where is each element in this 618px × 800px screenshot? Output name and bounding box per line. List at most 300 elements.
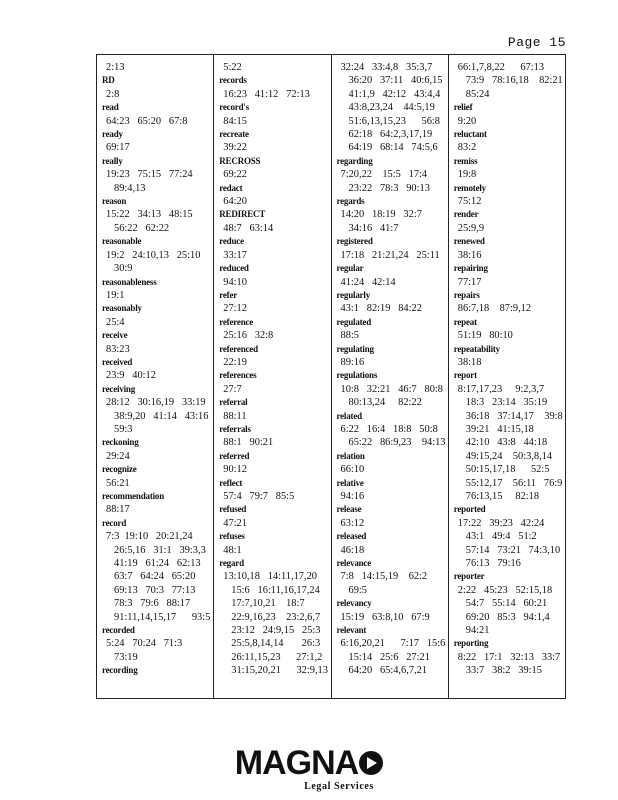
index-references bbox=[219, 544, 327, 557]
index-headword: redact bbox=[219, 182, 243, 193]
reference-line: 69:5 bbox=[348, 584, 367, 596]
index-entry bbox=[219, 155, 327, 182]
index-references bbox=[102, 249, 210, 276]
index-references bbox=[219, 329, 327, 342]
index-entry bbox=[102, 128, 210, 155]
index-references bbox=[337, 544, 445, 557]
reference-line: 27:7 bbox=[223, 383, 242, 395]
index-references bbox=[337, 570, 445, 597]
index-headword: regulating bbox=[336, 343, 374, 354]
word-index-table bbox=[96, 54, 566, 699]
index-references bbox=[219, 570, 327, 677]
index-references bbox=[219, 410, 327, 423]
index-entry bbox=[219, 477, 327, 504]
reference-line: 25:5,8,14,14 26:3 bbox=[231, 638, 321, 650]
index-references bbox=[219, 302, 327, 315]
reference-line: 15:22 34:13 48:15 bbox=[106, 209, 193, 221]
index-references bbox=[219, 115, 327, 128]
index-headword: recommendation bbox=[102, 491, 165, 501]
reference-line: 77:17 bbox=[457, 276, 482, 288]
reference-line: 76:13 79:16 bbox=[465, 558, 521, 570]
reference-line: 17:7,10,21 18:7 bbox=[231, 598, 305, 610]
reference-line: 42:10 43:8 44:18 bbox=[465, 437, 548, 449]
index-entry bbox=[337, 195, 445, 235]
index-references bbox=[454, 302, 562, 315]
index-references bbox=[454, 329, 562, 342]
reference-line: 51:19 80:10 bbox=[457, 330, 513, 342]
index-references bbox=[219, 61, 327, 74]
index-entry bbox=[337, 503, 445, 530]
reference-line: 30:9 bbox=[114, 263, 133, 275]
reference-line: 36:20 37:11 40:6,15 bbox=[348, 75, 443, 87]
index-headword: refused bbox=[219, 504, 247, 515]
index-references bbox=[454, 276, 562, 289]
index-entry bbox=[454, 289, 562, 316]
index-references bbox=[219, 517, 327, 530]
index-references bbox=[337, 423, 445, 450]
reference-line: 88:1 90:21 bbox=[223, 437, 274, 449]
reference-line: 64:20 bbox=[223, 196, 247, 208]
reference-line: 64:23 65:20 67:8 bbox=[106, 115, 188, 127]
index-references bbox=[219, 88, 327, 101]
index-entry bbox=[102, 436, 210, 463]
reference-line: 73:19 bbox=[114, 651, 138, 663]
index-references bbox=[454, 222, 562, 235]
index-references bbox=[219, 141, 327, 154]
index-entry bbox=[219, 450, 327, 477]
reference-line: 63:7 64:24 65:20 bbox=[114, 571, 196, 583]
index-headword: recognize bbox=[102, 464, 137, 475]
index-references bbox=[337, 517, 445, 530]
index-references bbox=[102, 369, 210, 382]
reference-line: 2:13 bbox=[106, 62, 125, 73]
index-entry bbox=[337, 410, 445, 450]
index-references bbox=[454, 61, 562, 101]
index-headword: really bbox=[102, 155, 123, 166]
index-headword: refer bbox=[219, 289, 238, 300]
index-entry bbox=[102, 664, 210, 677]
reference-line: 48:1 bbox=[223, 544, 242, 556]
index-headword: regard bbox=[219, 558, 244, 569]
reference-line: 22:9,16,23 23:2,6,7 bbox=[231, 611, 321, 623]
index-headword: REDIRECT bbox=[219, 209, 266, 220]
index-references bbox=[102, 450, 210, 463]
reference-line: 14:20 18:19 32:7 bbox=[340, 209, 422, 221]
index-entry bbox=[337, 155, 445, 195]
index-references bbox=[337, 61, 445, 155]
index-references bbox=[219, 490, 327, 503]
reference-line: 39:22 bbox=[223, 142, 247, 154]
index-entry bbox=[337, 316, 445, 343]
index-headword: remotely bbox=[453, 182, 486, 193]
reference-line: 2:22 45:23 52:15,18 bbox=[457, 584, 553, 596]
reference-line: 15:14 25:6 27:21 bbox=[348, 651, 430, 663]
index-headword: recreate bbox=[219, 129, 249, 140]
reference-line: 32:24 33:4,8 35:3,7 bbox=[340, 62, 433, 73]
index-references bbox=[102, 637, 210, 664]
index-entry bbox=[219, 235, 327, 262]
reference-line: 5:24 70:24 71:3 bbox=[106, 638, 183, 650]
reference-line: 90:12 bbox=[223, 464, 247, 476]
reference-line: 28:12 30:16,19 33:19 bbox=[106, 397, 206, 409]
index-references bbox=[337, 168, 445, 195]
reference-line: 23:12 24:9,15 25:3 bbox=[231, 625, 321, 637]
index-entry bbox=[219, 503, 327, 530]
index-headword: read bbox=[102, 102, 119, 113]
reference-line: 29:24 bbox=[106, 450, 130, 462]
index-references bbox=[454, 383, 562, 504]
index-references bbox=[102, 530, 210, 624]
index-references bbox=[337, 490, 445, 503]
index-entry bbox=[219, 128, 327, 155]
index-entry bbox=[219, 316, 327, 343]
reference-line: 89:4,13 bbox=[114, 182, 146, 194]
reference-line: 83:23 bbox=[106, 343, 130, 355]
reference-line: 16:23 41:12 72:13 bbox=[223, 88, 310, 100]
index-headword: release bbox=[336, 504, 362, 515]
index-entry bbox=[102, 101, 210, 128]
index-references bbox=[219, 383, 327, 396]
index-entry bbox=[337, 530, 445, 557]
index-headword: repeat bbox=[453, 316, 477, 327]
reference-line: 59:3 bbox=[114, 423, 133, 435]
reference-line: 65:22 86:9,23 94:13 bbox=[348, 437, 446, 449]
reference-line: 69:13 70:3 77:13 bbox=[114, 584, 196, 596]
index-headword: registered bbox=[336, 236, 373, 247]
reference-line: 39:21 41:15,18 bbox=[465, 423, 534, 435]
index-headword: renewed bbox=[453, 236, 485, 247]
index-entry bbox=[102, 463, 210, 490]
reference-line: 51:6,13,15,23 56:8 bbox=[348, 115, 440, 127]
index-headword: ready bbox=[102, 129, 123, 140]
index-column bbox=[449, 55, 565, 698]
index-entry bbox=[454, 101, 562, 128]
reference-line: 31:15,20,21 32:9,13 bbox=[231, 665, 328, 677]
index-references bbox=[337, 611, 445, 624]
index-entry bbox=[337, 477, 445, 504]
index-headword: regular bbox=[336, 263, 364, 274]
reference-line: 7:20,22 15:5 17:4 bbox=[340, 169, 428, 181]
index-references bbox=[102, 503, 210, 516]
reference-line: 41:24 42:14 bbox=[340, 276, 396, 288]
index-headword: receiving bbox=[102, 383, 136, 394]
reference-line: 55:12,17 56:11 76:9 bbox=[465, 477, 563, 489]
arrow-circle-icon bbox=[359, 751, 383, 775]
index-headword: repeatability bbox=[453, 343, 500, 354]
reference-line: 94:10 bbox=[223, 276, 247, 288]
index-references bbox=[337, 249, 445, 262]
reference-line: 75:12 bbox=[457, 196, 482, 208]
reference-line: 6:22 16:4 18:8 50:8 bbox=[340, 423, 438, 435]
reference-line: 69:22 bbox=[223, 169, 247, 181]
reference-line: 19:2 24:10,13 25:10 bbox=[106, 249, 201, 261]
reference-line: 15:6 16:11,16,17,24 bbox=[231, 584, 320, 596]
index-headword: records bbox=[219, 75, 247, 86]
magna-logo bbox=[0, 746, 618, 792]
reference-line: 47:21 bbox=[223, 517, 247, 529]
reference-line: 19:23 75:15 77:24 bbox=[106, 169, 193, 181]
index-headword: recorded bbox=[102, 625, 135, 636]
reference-line: 10:8 32:21 46:7 80:8 bbox=[340, 383, 443, 395]
reference-line: 83:2 bbox=[457, 142, 477, 154]
reference-line: 33:17 bbox=[223, 249, 247, 261]
index-references bbox=[102, 61, 210, 74]
reference-line: 8:17,17,23 9:2,3,7 bbox=[457, 383, 545, 395]
index-headword: record bbox=[102, 517, 127, 528]
index-headword: record's bbox=[219, 102, 249, 113]
reference-line: 9:20 bbox=[457, 115, 477, 127]
index-references bbox=[102, 208, 210, 235]
reference-line: 25:9,9 bbox=[457, 222, 485, 234]
index-headword: render bbox=[453, 209, 479, 220]
index-headword: receive bbox=[102, 330, 128, 341]
index-headword: referral bbox=[219, 397, 248, 408]
index-references bbox=[337, 637, 445, 677]
index-entry bbox=[102, 356, 210, 383]
index-entry bbox=[219, 369, 327, 396]
reference-line: 8:22 17:1 32:13 33:7 bbox=[457, 651, 561, 663]
index-headword: repairing bbox=[453, 263, 488, 274]
reference-line: 64:20 65:4,6,7,21 bbox=[348, 665, 428, 677]
index-entry bbox=[219, 557, 327, 678]
reference-line: 89:16 bbox=[340, 356, 365, 368]
index-references bbox=[102, 316, 210, 329]
index-headword: report bbox=[453, 370, 477, 381]
reference-line: 38:18 bbox=[457, 356, 482, 368]
index-entry bbox=[337, 597, 445, 624]
index-entry bbox=[102, 74, 210, 101]
index-entry bbox=[337, 235, 445, 262]
reference-line: 7:3 19:10 20:21,24 bbox=[106, 531, 193, 543]
index-references bbox=[454, 249, 562, 262]
reference-line: 23:22 78:3 90:13 bbox=[348, 182, 430, 194]
index-references bbox=[454, 141, 562, 154]
index-headword: reasonably bbox=[102, 303, 142, 314]
index-entry bbox=[219, 343, 327, 370]
index-headword: related bbox=[336, 410, 362, 421]
index-entry bbox=[337, 624, 445, 678]
index-headword: reasonable bbox=[102, 236, 142, 247]
reference-line: 7:8 14:15,19 62:2 bbox=[340, 571, 428, 583]
index-entry bbox=[219, 423, 327, 450]
index-entry bbox=[454, 262, 562, 289]
index-headword: relevancy bbox=[336, 598, 372, 609]
index-entry bbox=[337, 61, 445, 155]
index-headword: referenced bbox=[219, 343, 258, 354]
index-headword: regularly bbox=[336, 289, 371, 300]
index-entry bbox=[337, 450, 445, 477]
index-references bbox=[454, 584, 562, 638]
index-references bbox=[454, 115, 562, 128]
reference-line: 15:19 63:8,10 67:9 bbox=[340, 611, 430, 623]
index-entry bbox=[337, 369, 445, 409]
reference-line: 57:4 79:7 85:5 bbox=[223, 491, 295, 502]
index-entry bbox=[102, 276, 210, 303]
index-headword: released bbox=[336, 531, 367, 542]
index-entry bbox=[219, 396, 327, 423]
reference-line: 69:17 bbox=[106, 142, 130, 154]
index-entry bbox=[454, 61, 562, 101]
index-entry bbox=[102, 155, 210, 195]
index-headword: referred bbox=[219, 450, 250, 461]
reference-line: 26:11,15,23 27:1,2 bbox=[231, 651, 323, 663]
index-entry bbox=[454, 128, 562, 155]
index-entry bbox=[454, 316, 562, 343]
index-entry bbox=[454, 503, 562, 570]
index-references bbox=[454, 356, 562, 369]
index-references bbox=[337, 276, 445, 289]
reference-line: 50:15,17,18 52:5 bbox=[465, 464, 550, 476]
reference-line: 17:22 39:23 42:24 bbox=[457, 517, 545, 529]
index-entry bbox=[219, 289, 327, 316]
index-entry bbox=[337, 262, 445, 289]
index-references bbox=[102, 477, 210, 490]
reference-line: 66:1,7,8,22 67:13 bbox=[457, 62, 545, 73]
index-headword: regarding bbox=[336, 155, 373, 166]
index-references bbox=[219, 249, 327, 262]
reference-line: 27:12 bbox=[223, 303, 247, 315]
index-references bbox=[219, 276, 327, 289]
index-references bbox=[102, 289, 210, 302]
reference-line: 36:18 37:14,17 39:8 bbox=[465, 410, 563, 422]
index-headword: RD bbox=[102, 75, 115, 86]
index-references bbox=[337, 383, 445, 410]
index-entry bbox=[219, 61, 327, 74]
index-headword: regulated bbox=[336, 316, 372, 327]
index-entry bbox=[454, 235, 562, 262]
reference-line: 41:1,9 42:12 43:4,4 bbox=[348, 88, 441, 100]
index-headword: reluctant bbox=[453, 129, 487, 140]
index-headword: reflect bbox=[219, 477, 243, 488]
index-references bbox=[454, 195, 562, 208]
reference-line: 38:16 bbox=[457, 249, 482, 261]
reference-line: 25:16 32:8 bbox=[223, 330, 274, 342]
index-headword: refuses bbox=[219, 531, 245, 542]
index-references bbox=[454, 517, 562, 571]
reference-line: 41:19 61:24 62:13 bbox=[114, 558, 201, 570]
reference-line: 43:1 82:19 84:22 bbox=[340, 303, 422, 315]
index-entry bbox=[454, 343, 562, 370]
index-references bbox=[219, 195, 327, 208]
index-headword: reporter bbox=[453, 571, 485, 582]
index-headword: reduced bbox=[219, 263, 249, 274]
reference-line: 43:1 49:4 51:2 bbox=[465, 531, 537, 543]
reference-line: 76:13,15 82:18 bbox=[465, 491, 540, 502]
index-entry bbox=[219, 262, 327, 289]
reference-line: 22:19 bbox=[223, 356, 247, 368]
page-number: Page 15 bbox=[507, 35, 566, 50]
index-headword: relief bbox=[453, 102, 473, 113]
index-headword: reckoning bbox=[102, 437, 139, 448]
index-headword: references bbox=[219, 370, 257, 381]
reference-line: 78:3 79:6 88:17 bbox=[114, 598, 191, 610]
reference-line: 18:3 23:14 35:19 bbox=[465, 397, 548, 409]
reference-line: 46:18 bbox=[340, 544, 365, 556]
index-column bbox=[214, 55, 331, 698]
reference-line: 34:16 41:7 bbox=[348, 222, 399, 234]
index-headword: relation bbox=[336, 450, 365, 461]
reference-line: 23:9 40:12 bbox=[106, 370, 156, 382]
index-headword: regards bbox=[336, 196, 365, 207]
index-entry bbox=[337, 557, 445, 597]
index-references bbox=[102, 141, 210, 154]
index-entry bbox=[219, 530, 327, 557]
index-entry bbox=[337, 289, 445, 316]
reference-line: 56:21 bbox=[106, 477, 130, 489]
reference-line: 54:7 55:14 60:21 bbox=[465, 598, 548, 610]
index-references bbox=[337, 463, 445, 476]
index-entry bbox=[102, 61, 210, 74]
index-entry bbox=[454, 208, 562, 235]
reference-line: 86:7,18 87:9,12 bbox=[457, 303, 532, 315]
index-references bbox=[337, 356, 445, 369]
reference-line: 88:17 bbox=[106, 504, 130, 516]
reference-line: 94:16 bbox=[340, 491, 365, 502]
reference-line: 43:8,23,24 44:5,19 bbox=[348, 102, 435, 114]
index-references bbox=[337, 208, 445, 235]
index-entry bbox=[219, 182, 327, 209]
index-references bbox=[337, 302, 445, 315]
index-entry bbox=[102, 624, 210, 664]
index-entry bbox=[219, 74, 327, 101]
reference-line: 49:15,24 50:3,8,14 bbox=[465, 450, 553, 462]
reference-line: 56:22 62:22 bbox=[114, 222, 170, 234]
reference-line: 38:9,20 41:14 43:16 bbox=[114, 410, 209, 422]
index-entry bbox=[102, 490, 210, 517]
reference-line: 84:15 bbox=[223, 115, 247, 127]
index-column bbox=[97, 55, 214, 698]
reference-line: 2:8 bbox=[106, 88, 120, 100]
index-entry bbox=[102, 235, 210, 275]
reference-line: 64:19 68:14 74:5,6 bbox=[348, 142, 438, 154]
reference-line: 63:12 bbox=[340, 517, 365, 529]
index-references bbox=[219, 436, 327, 449]
reference-line: 13:10,18 14:11,17,20 bbox=[223, 571, 317, 583]
index-headword: reasonableness bbox=[102, 276, 157, 287]
index-references bbox=[102, 343, 210, 356]
reference-line: 48:7 63:14 bbox=[223, 222, 274, 234]
index-entry bbox=[102, 195, 210, 235]
index-references bbox=[454, 651, 562, 678]
reference-line: 5:22 bbox=[223, 62, 242, 73]
index-references bbox=[337, 329, 445, 342]
index-entry bbox=[102, 517, 210, 624]
index-headword: reported bbox=[453, 504, 486, 515]
index-headword: relevant bbox=[336, 625, 367, 636]
index-references bbox=[102, 88, 210, 101]
index-references bbox=[219, 356, 327, 369]
index-references bbox=[219, 168, 327, 181]
reference-line: 26:5,16 31:1 39:3,3 bbox=[114, 544, 206, 556]
reference-line: 80:13,24 82:22 bbox=[348, 397, 422, 409]
reference-line: 85:24 bbox=[465, 88, 490, 100]
reference-line: 57:14 73:21 74:3,10 bbox=[465, 544, 561, 556]
index-entry bbox=[219, 208, 327, 235]
index-references bbox=[102, 168, 210, 195]
reference-line: 94:21 bbox=[465, 625, 490, 637]
reference-line: 88:11 bbox=[223, 410, 247, 422]
index-headword: recording bbox=[102, 665, 138, 676]
reference-line: 19:8 bbox=[457, 169, 477, 181]
reference-line: 19:1 bbox=[106, 289, 125, 301]
index-headword: remiss bbox=[453, 155, 478, 166]
index-headword: repairs bbox=[453, 289, 480, 300]
index-entry bbox=[454, 182, 562, 209]
index-headword: relative bbox=[336, 477, 364, 488]
index-headword: received bbox=[102, 356, 133, 367]
logo-wordmark: MAGNA bbox=[234, 744, 359, 782]
index-headword: reduce bbox=[219, 236, 244, 247]
